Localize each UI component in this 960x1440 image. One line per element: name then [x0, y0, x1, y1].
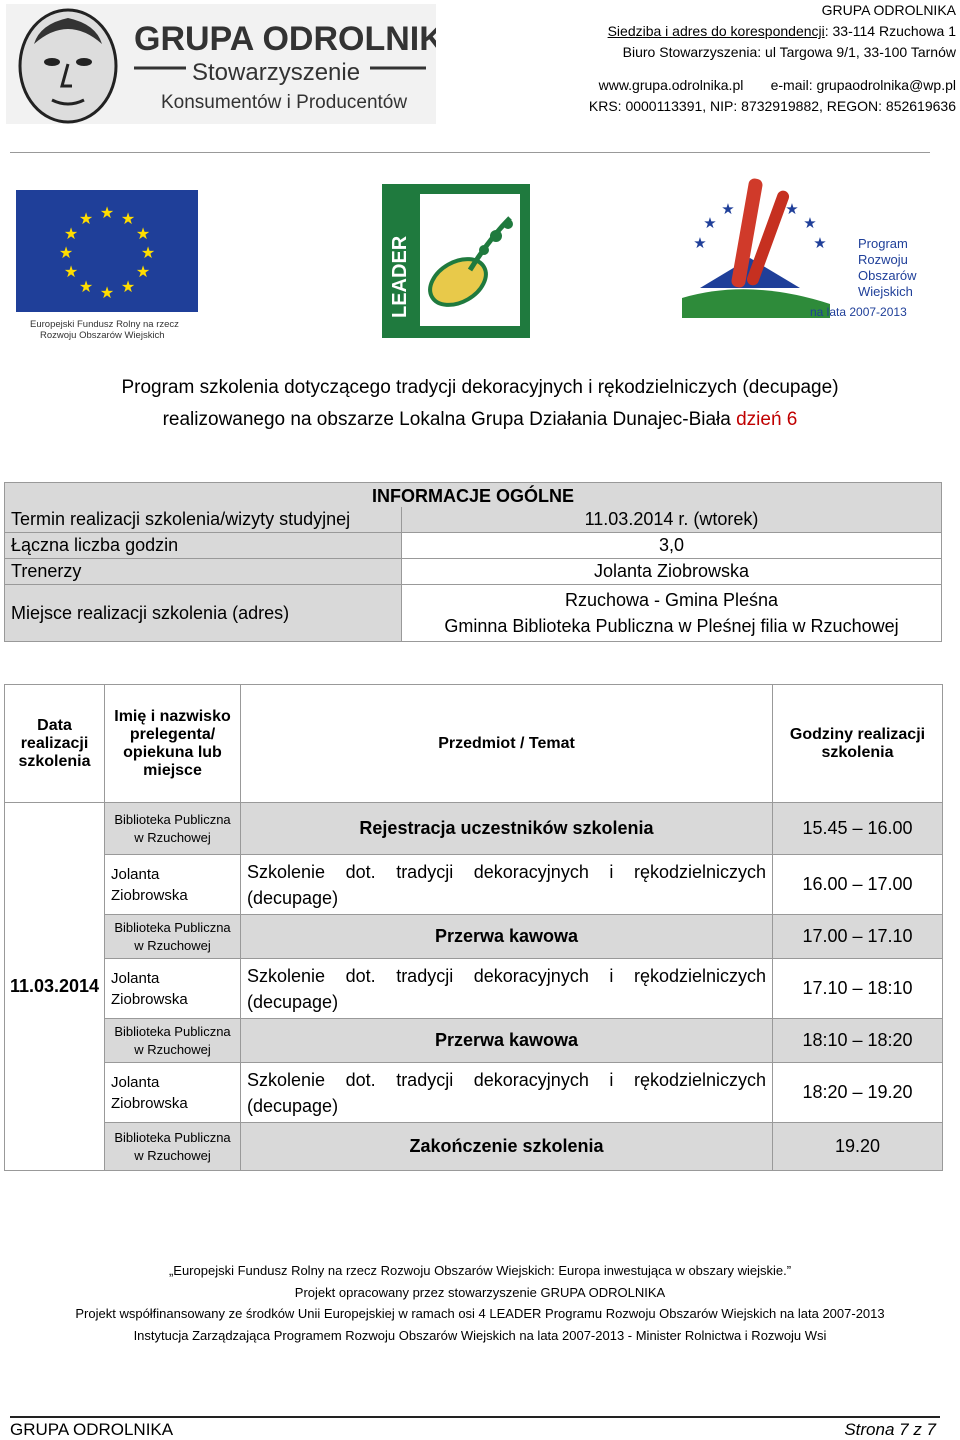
svg-text:★: ★: [78, 209, 94, 228]
table-row: 11.03.2014 Biblioteka Publiczna w Rzuchowej Rejestracja uczestników szkolenia 15.45 – 16.00: [5, 803, 943, 855]
svg-text:★: ★: [99, 283, 115, 302]
header-subject: Przedmiot / Temat: [241, 685, 773, 803]
svg-text:★: ★: [693, 234, 707, 252]
footer-line: Projekt współfinansowany ze środków Unii Europejskiej w ramach osi 4 LEADER Programu Rozwoju Obszarów Wiejskich na lata 2007-2013: [75, 1306, 885, 1321]
svg-text:★: ★: [99, 203, 115, 222]
svg-text:★: ★: [135, 224, 151, 243]
logo-title: GRUPA ODROLNIKA: [134, 20, 436, 58]
table-row: Jolanta Ziobrowska Szkolenie dot. tradycji dekoracyjnych i rękodzielniczych (decupage) 18:20 – 19.20: [5, 1063, 943, 1123]
general-info-table: [4, 482, 942, 642]
svg-text:★: ★: [703, 214, 717, 232]
info-row: Łączna liczba godzin 3,0: [5, 533, 942, 559]
title-line-2: realizowanego na obszarze Lokalna Grupa Działania Dunajec-Biała dzień 6: [162, 409, 798, 430]
logo-tagline: Konsumentów i Producentów: [161, 92, 408, 113]
leader-logo-icon: [382, 184, 530, 338]
title-day: dzień 6: [736, 409, 798, 430]
svg-text:★: ★: [140, 243, 156, 262]
header-hours: Godziny realizacji szkolenia: [773, 685, 943, 803]
footer-line: Projekt opracowany przez stowarzyszenie GRUPA ODROLNIKA: [294, 1284, 666, 1300]
table-row: Biblioteka Publiczna w Rzuchowej Przerwa kawowa 17.00 – 17.10: [5, 915, 943, 959]
schedule-header-row: [5, 685, 943, 803]
header-person: Imię i nazwisko prelegenta/ opiekuna lub miejsce: [105, 685, 241, 803]
web-email-line: [536, 75, 956, 96]
organization-logo: [6, 4, 436, 124]
header-date: Data realizacji szkolenia: [5, 685, 105, 803]
svg-text:★: ★: [78, 277, 94, 296]
info-heading-row: [5, 483, 942, 508]
table-row: Jolanta Ziobrowska Szkolenie dot. tradycji dekoracyjnych i rękodzielniczych (decupage) 17.10 – 18:10: [5, 959, 943, 1019]
organization-contact: [536, 0, 956, 117]
svg-text:★: ★: [803, 214, 817, 232]
svg-text:★: ★: [135, 262, 151, 281]
org-name: GRUPA ODROLNIKA: [821, 2, 956, 18]
eu-caption-2: Rozwoju Obszarów Wiejskich: [40, 330, 165, 341]
info-row: Miejsce realizacji szkolenia (adres) Rzuchowa - Gmina Pleśna Gminna Biblioteka Publiczna w Pleśnej filia w Rzuchowej: [5, 585, 942, 642]
prow-text-3: Obszarów: [858, 268, 917, 283]
leader-text: LEADER: [389, 235, 411, 318]
schedule-table: [4, 684, 943, 1171]
funding-footer: [20, 1260, 940, 1346]
logo-subtitle: Stowarzyszenie: [192, 59, 361, 86]
table-row: Biblioteka Publiczna w Rzuchowej Zakończenie szkolenia 19.20: [5, 1123, 943, 1171]
page-number: Strona 7 z 7: [844, 1420, 936, 1439]
website-link[interactable]: www.grupa.odrolnika.pl: [598, 77, 744, 93]
svg-text:★: ★: [785, 200, 799, 218]
info-row: Trenerzy Jolanta Ziobrowska: [5, 559, 942, 585]
info-row: Termin realizacji szkolenia/wizyty studyjnej 11.03.2014 r. (wtorek): [5, 507, 942, 533]
title-line-1: Program szkolenia dotyczącego tradycji dekoracyjnych i rękodzielniczych (decupage): [121, 377, 839, 398]
footer-divider: [10, 1416, 940, 1418]
session-date: 11.03.2014: [5, 803, 105, 1171]
svg-text:★: ★: [58, 243, 74, 262]
document-title: [40, 372, 920, 436]
prow-text-1: Program: [858, 236, 908, 251]
prow-text-2: Rozwoju: [858, 252, 908, 267]
svg-text:★: ★: [813, 234, 827, 252]
svg-text:★: ★: [120, 209, 136, 228]
eu-flag-icon: [16, 190, 198, 312]
svg-text:★: ★: [63, 224, 79, 243]
table-row: Biblioteka Publiczna w Rzuchowej Przerwa kawowa 18:10 – 18:20: [5, 1019, 943, 1063]
footer-org: GRUPA ODROLNIKA: [10, 1420, 174, 1439]
prow-text-4: Wiejskich: [858, 284, 913, 299]
funding-logos: [10, 178, 950, 348]
svg-text:★: ★: [63, 262, 79, 281]
email-link[interactable]: e-mail: grupaodrolnika@wp.pl: [770, 77, 956, 93]
table-row: Jolanta Ziobrowska Szkolenie dot. tradycji dekoracyjnych i rękodzielniczych (decupage) 16.00 – 17.00: [5, 855, 943, 915]
svg-text:★: ★: [120, 277, 136, 296]
prow-logo-icon: [682, 178, 830, 318]
registry-numbers: KRS: 0000113391, NIP: 8732919882, REGON: 852619636: [588, 98, 956, 114]
correspondence-address: Siedziba i adres do korespondencji: 33-114 Rzuchowa 1: [607, 23, 956, 39]
office-address: Biuro Stowarzyszenia: ul Targowa 9/1, 33-100 Tarnów: [622, 44, 956, 60]
svg-text:★: ★: [721, 200, 735, 218]
header-divider: [10, 152, 930, 153]
footer-line: Instytucja Zarządzająca Programem Rozwoju Obszarów Wiejskich na lata 2007-2013 - Minister Rolnictwa i Rozwoju Wsi: [133, 1327, 827, 1343]
prow-years: na lata 2007-2013: [810, 305, 907, 319]
footer-line: „Europejski Fundusz Rolny na rzecz Rozwoju Obszarów Wiejskich: Europa inwestująca w obszary wiejskie.”: [168, 1263, 792, 1278]
info-heading: INFORMACJE OGÓLNE: [5, 483, 942, 508]
eu-caption-1: Europejski Fundusz Rolny na rzecz: [30, 319, 179, 330]
